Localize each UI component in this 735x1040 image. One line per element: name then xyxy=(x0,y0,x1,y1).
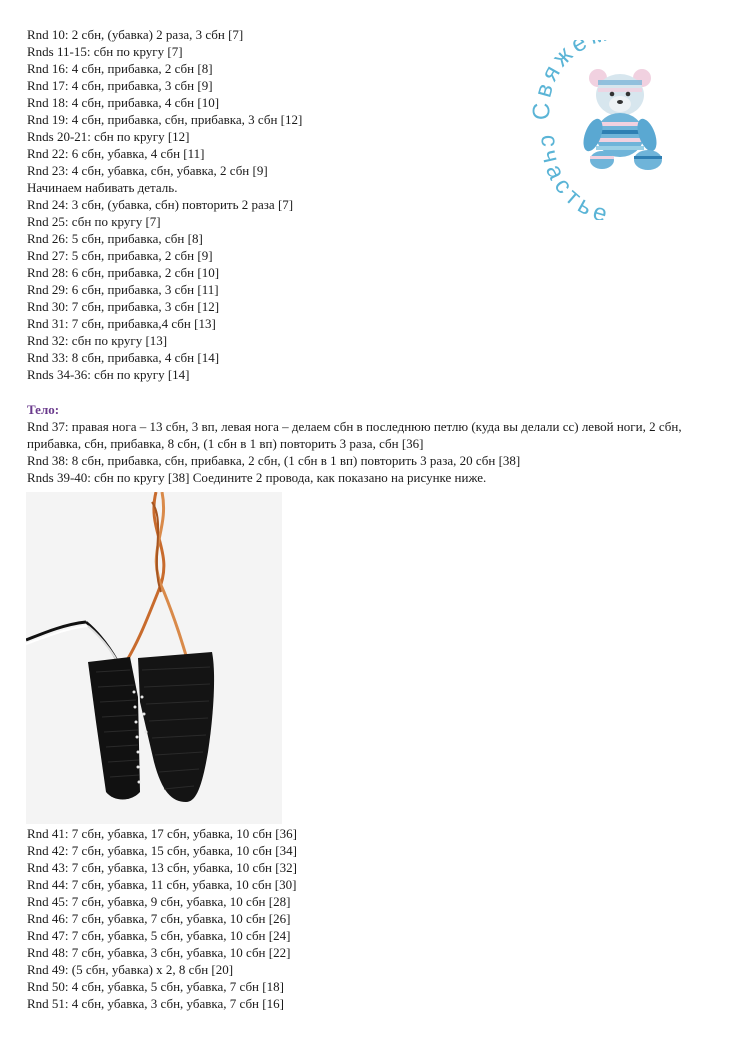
pattern-row: Rnd 27: 5 сбн, прибавка, 2 сбн [9] xyxy=(27,248,213,263)
pattern-row: Rnd 33: 8 сбн, прибавка, 4 сбн [14] xyxy=(27,350,220,365)
pattern-row: Rnd 47: 7 сбн, убавка, 5 сбн, убавка, 10 сбн [24] xyxy=(27,928,291,943)
pattern-row: Rnds 20-21: сбн по кругу [12] xyxy=(27,129,190,144)
rows-bottom-list xyxy=(27,825,497,1012)
pattern-row: Rnd 48: 7 сбн, убавка, 3 сбн, убавка, 10 сбн [22] xyxy=(27,945,291,960)
pattern-row: Rnd 30: 7 сбн, прибавка, 3 сбн [12] xyxy=(27,299,220,314)
pattern-row: Rnd 42: 7 сбн, убавка, 15 сбн, убавка, 10 сбн [34] xyxy=(27,843,297,858)
pattern-row: Rnd 46: 7 сбн, убавка, 7 сбн, убавка, 10 сбн [26] xyxy=(27,911,291,926)
pattern-row: Rnd 51: 4 сбн, убавка, 3 сбн, убавка, 7 сбн [16] xyxy=(27,996,284,1011)
pattern-row: Rnd 26: 5 сбн, прибавка, сбн [8] xyxy=(27,231,203,246)
logo-text-bottom: счастье xyxy=(535,134,616,220)
section-heading-body: Тело: xyxy=(27,402,60,417)
pattern-row: Rnd 23: 4 сбн, убавка, сбн, убавка, 2 сбн [9] xyxy=(27,163,268,178)
legs-photo xyxy=(26,492,282,824)
logo-text-top: Свяже xyxy=(530,40,595,121)
logo xyxy=(530,40,720,220)
pattern-row: Rnd 16: 4 сбн, прибавка, 2 сбн [8] xyxy=(27,61,213,76)
pattern-row: Rnd 19: 4 сбн, прибавка, сбн, прибавка, 3 сбн [12] xyxy=(27,112,303,127)
pattern-row: Rnd 29: 6 сбн, прибавка, 3 сбн [11] xyxy=(27,282,219,297)
crochet-legs-image xyxy=(26,492,282,824)
pattern-row: Rnd 17: 4 сбн, прибавка, 3 сбн [9] xyxy=(27,78,213,93)
pattern-row: Rnds 34-36: сбн по кругу [14] xyxy=(27,367,190,382)
pattern-row: Rnd 10: 2 сбн, (убавка) 2 раза, 3 сбн [7] xyxy=(27,27,244,42)
pattern-row: Rnd 31: 7 сбн, прибавка,4 сбн [13] xyxy=(27,316,216,331)
pattern-row: Rnd 38: 8 сбн, прибавка, сбн, прибавка, 2 сбн, (1 сбн в 1 вп) повторить 3 раза, 20 сбн [38] xyxy=(27,453,521,468)
pattern-row: Rnd 37: правая нога – 13 сбн, 3 вп, левая нога – делаем сбн в последнюю петлю (куда вы делали сс) левой ноги, 2 сбн, прибавка, сбн, прибавка, 8 сбн, (1 сбн в 1 вп) повторить 3 раза, сбн [36] xyxy=(27,419,682,451)
pattern-row: Rnd 28: 6 сбн, прибавка, 2 сбн [10] xyxy=(27,265,220,280)
pattern-row: Rnds 39-40: сбн по кругу [38] Соедините 2 провода, как показано на рисунке ниже. xyxy=(27,470,487,485)
pattern-row: Rnd 44: 7 сбн, убавка, 11 сбн, убавка, 10 сбн [30] xyxy=(27,877,297,892)
pattern-row: Rnd 49: (5 сбн, убавка) x 2, 8 сбн [20] xyxy=(27,962,234,977)
rows-top-list xyxy=(27,26,497,383)
pattern-row: Rnd 24: 3 сбн, (убавка, сбн) повторить 2 раза [7] xyxy=(27,197,294,212)
pattern-row: Rnd 25: сбн по кругу [7] xyxy=(27,214,161,229)
pattern-row: Rnd 32: сбн по кругу [13] xyxy=(27,333,168,348)
pattern-note: Начинаем набивать деталь. xyxy=(27,180,178,195)
pattern-row: Rnd 50: 4 сбн, убавка, 5 сбн, убавка, 7 сбн [18] xyxy=(27,979,284,994)
pattern-row: Rnd 41: 7 сбн, убавка, 17 сбн, убавка, 10 сбн [36] xyxy=(27,826,297,841)
pattern-row: Rnd 22: 6 сбн, убавка, 4 сбн [11] xyxy=(27,146,205,161)
pattern-row: Rnd 43: 7 сбн, убавка, 13 сбн, убавка, 10 сбн [32] xyxy=(27,860,297,875)
rows-body-list xyxy=(27,418,717,486)
bear-logo-icon xyxy=(530,40,720,220)
pattern-row: Rnd 18: 4 сбн, прибавка, 4 сбн [10] xyxy=(27,95,220,110)
pattern-row: Rnd 45: 7 сбн, убавка, 9 сбн, убавка, 10 сбн [28] xyxy=(27,894,291,909)
pattern-row: Rnds 11-15: сбн по кругу [7] xyxy=(27,44,183,59)
